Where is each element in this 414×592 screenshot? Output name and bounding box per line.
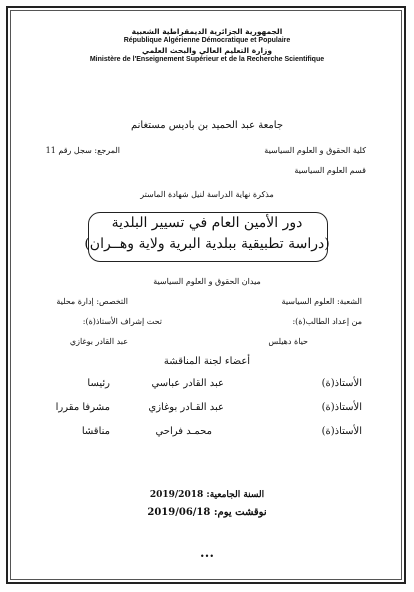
page-ornament: ••• <box>199 552 215 561</box>
header-fr-ministry: Ministère de l'Enseignement Supérieur et de la Recherche Scientifique <box>89 56 325 63</box>
committee-heading: أعضاء لجنة المناقشة <box>163 356 251 367</box>
defense-date: نوقشت يوم: 2019/06/18 <box>147 507 267 518</box>
supervised-by-label: تحت إشراف الأستاذ(ة): <box>82 317 162 326</box>
member-title: الأستاذ(ة) <box>321 378 362 389</box>
member-name: محمـد فراحي <box>155 426 212 437</box>
member-role: رئيسا <box>87 378 110 389</box>
academic-year: السنة الجامعية: 2019/2018 <box>149 490 265 500</box>
student-name: حياة دهيلس <box>268 337 308 346</box>
reference-number: المرجع: سجل رقم 11 <box>45 146 120 155</box>
field-of-study: ميدان الحقوق و العلوم السياسية <box>153 277 261 286</box>
university-name: جامعة عبد الحميد بن باديس مستغانم <box>130 120 284 131</box>
header-fr-republic: République Algérienne Démocratique et Populaire <box>123 37 291 44</box>
faculty-name: كلية الحقوق و العلوم السياسية <box>264 146 366 155</box>
member-name: عبد القادر عباسي <box>151 378 224 389</box>
member-title: الأستاذ(ة) <box>321 402 362 413</box>
header-ar-ministry: وزارة التعليم العالي والبحث العلمي <box>141 46 273 55</box>
member-role: مشرفا مقررا <box>55 402 110 413</box>
member-name: عبد القـادر بوغازي <box>148 402 224 413</box>
branch-label: الشعبة: العلوم السياسية <box>281 297 362 306</box>
member-title: الأستاذ(ة) <box>321 426 362 437</box>
thesis-title-line2: (دراسة تطبيقية ببلدية البرية ولاية وهــران) <box>84 236 330 252</box>
prepared-by-label: من إعداد الطالب(ة): <box>292 317 362 326</box>
department-name: قسم العلوم السياسية <box>294 166 366 175</box>
thesis-title-line1: دور الأمين العام في تسيير البلدية <box>111 215 303 231</box>
memo-type: مذكرة نهاية الدراسة لنيل شهادة الماستر <box>140 190 274 199</box>
supervisor-name: عبد القادر بوغازي <box>69 337 128 346</box>
header-ar-republic: الجمهورية الجزائرية الديمقراطية الشعبية <box>131 27 283 36</box>
specialty-label: التخصص: إدارة محلية <box>56 297 128 306</box>
member-role: مناقشا <box>81 426 110 437</box>
